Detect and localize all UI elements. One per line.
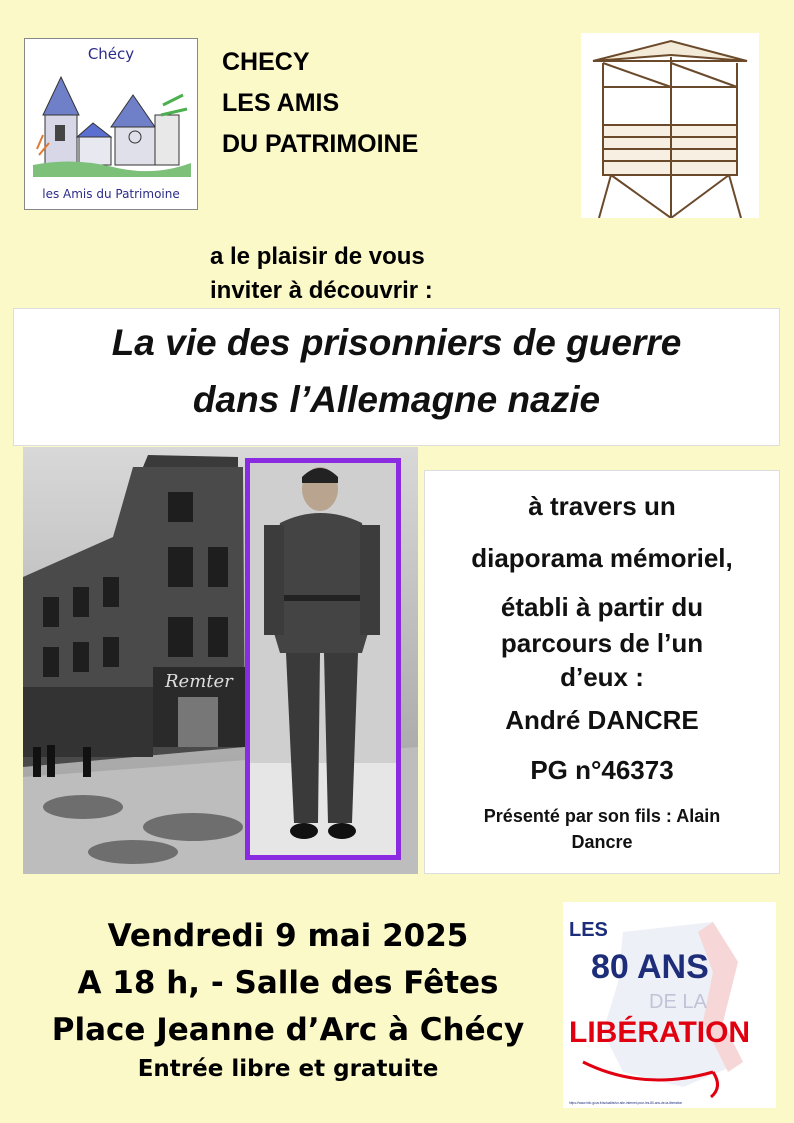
desc-line-2: diaporama mémoriel, — [471, 543, 733, 573]
organization-name — [222, 42, 418, 165]
event-title-line-1: La vie des prisonniers de guerre — [111, 322, 682, 363]
badge-les: LES — [569, 919, 608, 941]
badge-de-la: DE LA — [649, 991, 707, 1013]
description-box — [424, 470, 780, 874]
org-line-3: DU PATRIMOINE — [222, 130, 419, 158]
logo-title: Chécy — [87, 45, 135, 63]
presenter-line-1: Présenté par son fils : Alain — [483, 806, 721, 826]
liberation-80-badge — [563, 902, 776, 1108]
prisoner-name: André DANCRE — [505, 705, 699, 735]
village-drawing — [33, 65, 191, 177]
badge-years: 80 ANS — [591, 948, 709, 986]
desc-line-5: d’eux : — [560, 662, 644, 692]
event-date: Vendredi 9 mai 2025 — [107, 918, 469, 954]
org-line-1: CHECY — [222, 48, 310, 76]
desc-line-1: à travers un — [528, 491, 676, 521]
soldier-portrait-photo — [245, 458, 401, 860]
event-time-place: A 18 h, - Salle des Fêtes — [77, 965, 499, 1001]
intro-line-1: a le plaisir de vous — [210, 243, 425, 270]
badge-liberation: LIBÉRATION — [569, 1016, 751, 1049]
org-line-2: LES AMIS — [222, 89, 340, 117]
presenter-line-2: Dancre — [571, 832, 633, 852]
badge-url: https://www.info.gouv.fr/actualite/un-site-internet-pour-les-80-ans-de-la-liberation — [569, 1101, 683, 1105]
association-logo — [24, 38, 198, 210]
intro-line-2: inviter à découvrir : — [210, 277, 433, 304]
logo-subtitle: les Amis du Patrimoine — [42, 187, 180, 201]
event-address: Place Jeanne d’Arc à Chécy — [51, 1012, 525, 1048]
prisoner-number: PG n°46373 — [530, 755, 674, 785]
shop-sign: Remter — [165, 671, 233, 692]
desc-line-4: parcours de l’un — [500, 628, 704, 658]
watchtower-illustration — [581, 33, 759, 218]
invitation-intro — [210, 240, 433, 308]
event-title-line-2: dans l’Allemagne nazie — [192, 379, 601, 420]
event-entry: Entrée libre et gratuite — [137, 1056, 439, 1082]
desc-line-3: établi à partir du — [500, 592, 704, 622]
event-title-box — [13, 308, 780, 446]
